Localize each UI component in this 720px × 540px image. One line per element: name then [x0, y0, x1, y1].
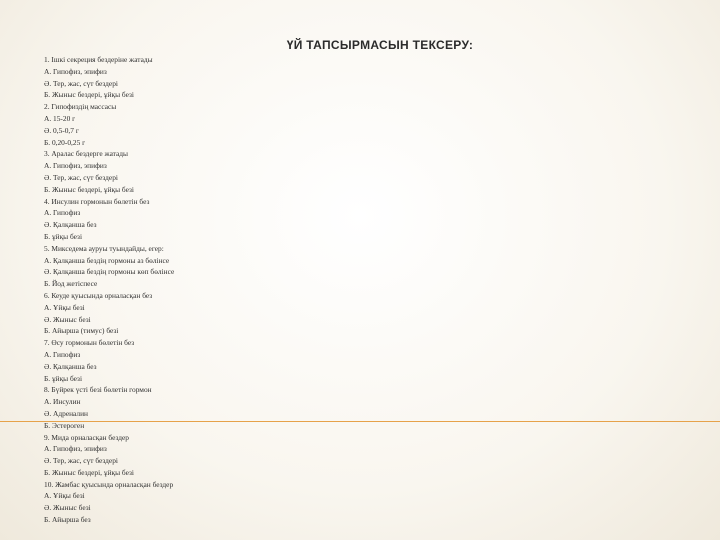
answer-option: А. Гипофиз, эпифиз: [44, 161, 107, 171]
answer-option: Б. Йод жетіспесе: [44, 279, 98, 289]
answer-option: Б. Эстероген: [44, 420, 85, 430]
question-text: 9. Мида орналасқан бездер: [44, 432, 129, 442]
answer-option: Б. Жыныс бездері, ұйқы безі: [44, 184, 134, 194]
question-text: 3. Аралас бездерге жатады: [44, 149, 129, 159]
answer-option: А. Ұйқы безі: [44, 302, 85, 312]
answer-option: А. Гипофиз: [44, 349, 81, 359]
answer-option: А. Ұйқы безі: [44, 491, 85, 501]
answer-option: А. Қалқанша бездің гормоны аз бөлінсе: [44, 255, 170, 265]
answer-option: А. Инсулин: [44, 397, 81, 407]
answer-option: Ә. Қалқанша без: [44, 361, 97, 371]
answer-option: Б. Жыныс бездері, ұйқы безі: [44, 90, 134, 100]
question-text: 10. Жамбас қуысында орналасқан бездер: [44, 479, 174, 489]
answer-option: А. Гипофиз: [44, 208, 81, 218]
answer-option: Ә. Адреналин: [44, 408, 89, 418]
answer-option: Ә. Жыныс безі: [44, 503, 91, 513]
answer-option: Б. ұйқы безі: [44, 231, 82, 241]
question-text: 7. Өсу гормонын бөлетін без: [44, 338, 135, 348]
answer-option: Ә. Тер, жас, сүт бездері: [44, 172, 118, 182]
answer-option: Б. Айырша без: [44, 515, 91, 525]
question-text: 4. Инсулин гормонын бөлетін без: [44, 196, 150, 206]
answer-option: А. Гипофиз, эпифиз: [44, 66, 107, 76]
question-text: 1. Ішкі секреция бездеріне жатады: [44, 55, 153, 64]
quiz-question-list: [44, 54, 174, 526]
question-text: 6. Кеуде қуысында орналасқан без: [44, 290, 153, 300]
answer-option: Б. ұйқы безі: [44, 373, 82, 383]
answer-option: Ә. Тер, жас, сүт бездері: [44, 456, 118, 466]
answer-option: Б. 0,20-0,25 г: [44, 137, 86, 147]
question-text: 5. Микседема ауруы туындайды, егер:: [44, 243, 164, 253]
answer-option: А. Гипофиз, эпифиз: [44, 444, 107, 454]
answer-option: А. 15-20 г: [44, 113, 76, 123]
answer-option: Б. Жыныс бездері, ұйқы безі: [44, 467, 134, 477]
answer-option: Ә. Қалқанша бездің гормоны көп бөлінсе: [44, 267, 175, 277]
answer-option: Б. Айырша (тимус) безі: [44, 326, 119, 336]
answer-option: Ә. 0,5-0,7 г: [44, 125, 79, 135]
question-text: 8. Бүйрек үсті безі бөлетін гормон: [44, 385, 152, 395]
question-text: 2. Гипофиздің массасы: [44, 102, 117, 112]
answer-option: Ә. Жыныс безі: [44, 314, 91, 324]
answer-option: Ә. Тер, жас, сүт бездері: [44, 78, 118, 88]
slide-title: ҮЙ ТАПСЫРМАСЫН ТЕКСЕРУ:: [286, 38, 474, 52]
answer-option: Ә. Қалқанша без: [44, 220, 97, 230]
